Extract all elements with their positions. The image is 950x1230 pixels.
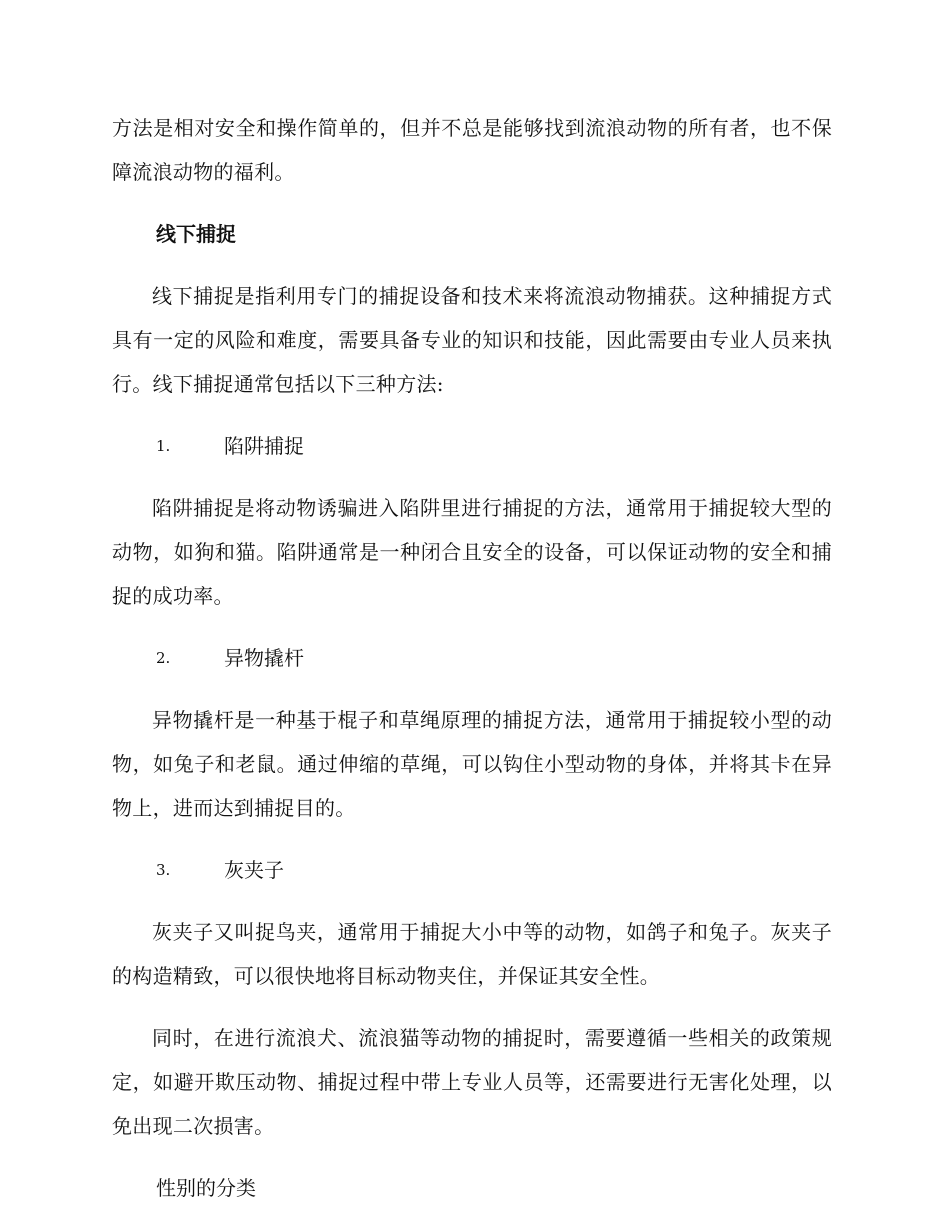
list-item-title: 异物撬杆 (224, 646, 304, 670)
paragraph-policy: 同时，在进行流浪犬、流浪猫等动物的捕捉时，需要遵循一些相关的政策规定，如避开欺压动物、捕捉过程中带上专业人员等，还需要进行无害化处理，以免出现二次损害。 (112, 1026, 832, 1138)
list-number: 3. (156, 861, 171, 879)
paragraph-offline-capture: 线下捕捉是指利用专门的捕捉设备和技术来将流浪动物捕获。这种捕捉方式具有一定的风险和难度，需要具备专业的知识和技能，因此需要由专业人员来执行。线下捕捉通常包括以下三种方法: (112, 284, 832, 396)
document-page (112, 106, 832, 1210)
paragraph-intro: 方法是相对安全和操作简单的，但并不总是能够找到流浪动物的所有者，也不保障流浪动物的福利。 (112, 116, 832, 184)
paragraph-clip: 灰夹子又叫捉鸟夹，通常用于捕捉大小中等的动物，如鸽子和兔子。灰夹子的构造精致，可以很快地将目标动物夹住，并保证其安全性。 (112, 920, 832, 988)
list-item-title: 陷阱捕捉 (224, 434, 304, 458)
section-heading-offline-capture: 线下捕捉 (156, 222, 236, 246)
paragraph-pry-bar: 异物撬杆是一种基于棍子和草绳原理的捕捉方法，通常用于捕捉较小型的动物，如兔子和老鼠。通过伸缩的草绳，可以钩住小型动物的身体，并将其卡在异物上，进而达到捕捉目的。 (112, 708, 832, 820)
list-number: 2. (156, 649, 171, 667)
list-item-3 (112, 848, 832, 892)
list-number: 1. (156, 437, 171, 455)
list-item-1 (112, 424, 832, 468)
list-item-title: 灰夹子 (224, 858, 284, 882)
list-item-2 (112, 636, 832, 680)
section-heading-gender: 性别的分类 (156, 1176, 256, 1200)
paragraph-trap-capture: 陷阱捕捉是将动物诱骗进入陷阱里进行捕捉的方法，通常用于捕捉较大型的动物，如狗和猫。陷阱通常是一种闭合且安全的设备，可以保证动物的安全和捕捉的成功率。 (112, 496, 832, 608)
